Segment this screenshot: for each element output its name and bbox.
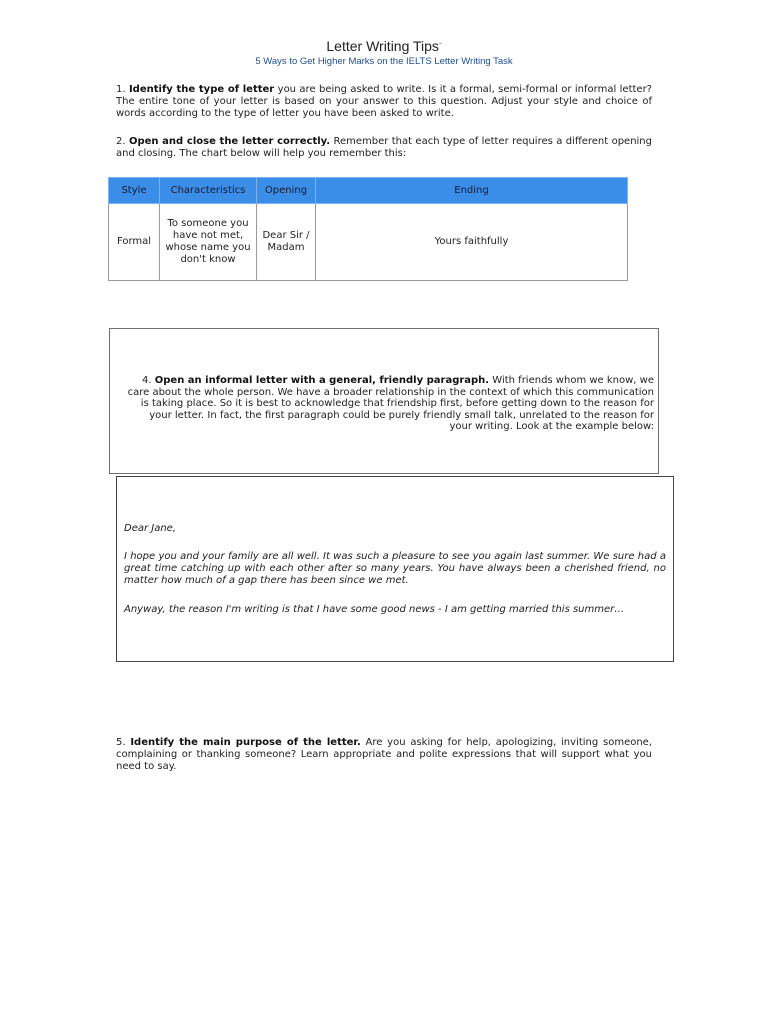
tip-5-paragraph: [116, 737, 652, 773]
tip-2-text: Remember that each type of letter requires a different opening and closing. The chart below will help you remember this:: [116, 136, 652, 159]
tip-2-number: 2.: [116, 136, 126, 147]
letter-paragraph-1: I hope you and your family are all well. It was such a pleasure to see you again last summer. We sure had a great time catching up with each other after so many years. You have always been a cherished friend, no matter how much of a gap there has been since we met.: [124, 551, 666, 586]
page-subtitle: 5 Ways to Get Higher Marks on the IELTS Letter Writing Task: [255, 56, 513, 67]
title-text: Letter Writing Tips: [326, 38, 439, 54]
letter-paragraph-2: Anyway, the reason I'm writing is that I have some good news - I am getting married this summer…: [124, 604, 625, 615]
tip-5-number: 5.: [116, 737, 126, 748]
example-letter-box: [116, 476, 674, 662]
page-title: [0, 38, 768, 54]
tip-4-number: 4.: [142, 375, 152, 386]
header-ending: Ending: [316, 178, 628, 204]
header-style: Style: [109, 178, 160, 204]
tip-1-heading: Identify the type of letter: [128, 84, 275, 95]
tip-4-paragraph: [126, 375, 654, 433]
tip-4-box: [109, 328, 659, 474]
tip-5-heading: Identify the main purpose of the letter.: [130, 737, 361, 748]
title-mark: -: [438, 38, 442, 48]
cell-opening: Dear Sir / Madam: [257, 204, 316, 281]
letter-style-chart: [108, 177, 628, 281]
tip-1-text: you are being asked to write. Is it a formal, semi-formal or informal letter? The entire tone of your letter is based on your answer to this question. Adjust your style and choice of words according to the type of letter you have been asked to write.: [116, 84, 652, 119]
tip-4-text: With friends whom we know, we care about the whole person. We have a broader relationship in the context of which this communication is taking place. So it is best to acknowledge that friendship first, before getting down to the reason for your letter. In fact, the first paragraph could be purely friendly small talk, unrelated to the reason for your writing. Look at the example below:: [127, 375, 654, 432]
letter-greeting: Dear Jane,: [124, 523, 177, 534]
tip-2-paragraph: [116, 136, 652, 160]
tip-2-heading: Open and close the letter correctly.: [128, 136, 331, 147]
tip-5-text: Are you asking for help, apologizing, inviting someone, complaining or thanking someone? Learn appropriate and polite expressions that will support what you need to say.: [116, 737, 653, 772]
tip-1-number: 1.: [116, 84, 126, 95]
header-opening: Opening: [257, 178, 316, 204]
tip-1-paragraph: [116, 84, 652, 120]
tip-4-heading: Open an informal letter with a general, friendly paragraph.: [154, 375, 490, 386]
header-characteristics: Characteristics: [160, 178, 257, 204]
cell-style: Formal: [109, 204, 160, 281]
cell-ending: Yours faithfully: [316, 204, 628, 281]
cell-characteristics: To someone you have not met, whose name you don't know: [160, 204, 257, 281]
chart-header-row: [109, 178, 628, 204]
table-row: [109, 204, 628, 281]
